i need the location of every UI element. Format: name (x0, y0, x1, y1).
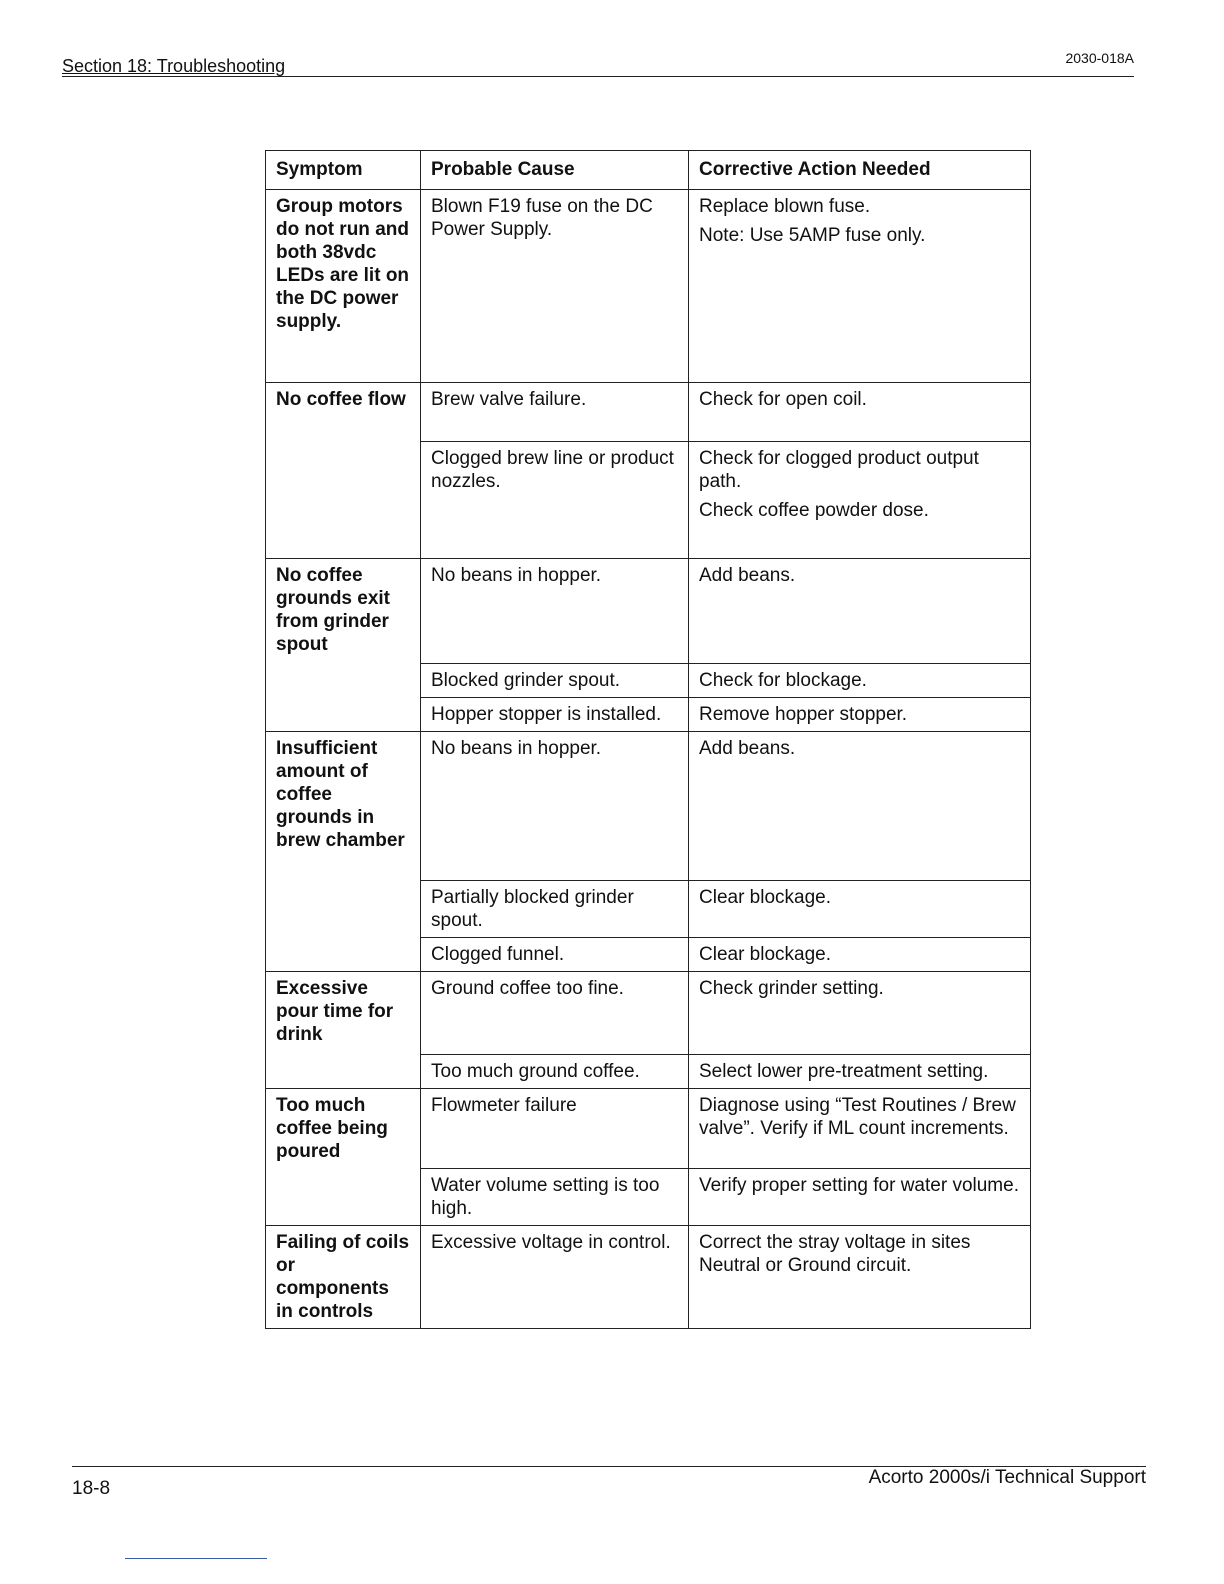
page-number: 18-8 (72, 1478, 111, 1499)
symptom-cell: Too much coffee being poured (266, 1089, 421, 1226)
symptom-cell: Excessive pour time for drink (266, 972, 421, 1089)
header-probable-cause: Probable Cause (421, 151, 689, 190)
table-row (266, 972, 1031, 1055)
action-cell: Clear blockage. (689, 938, 1031, 972)
table-row (266, 190, 1031, 383)
action-cell (689, 442, 1031, 559)
cause-cell: Partially blocked grinder spout. (421, 881, 689, 938)
action-cell: Verify proper setting for water volume. (689, 1169, 1031, 1226)
table-row (266, 1226, 1031, 1329)
section-title: Section 18: Troubleshooting (62, 56, 286, 76)
action-cell: Add beans. (689, 559, 1031, 664)
symptom-cell: Insufficient amount of coffee grounds in brew chamber (266, 732, 421, 972)
header-corrective-action: Corrective Action Needed (689, 151, 1031, 190)
cause-cell: Clogged funnel. (421, 938, 689, 972)
cause-cell: Too much ground coffee. (421, 1055, 689, 1089)
action-cell: Diagnose using “Test Routines / Brew valve”. Verify if ML count increments. (689, 1089, 1031, 1169)
action-cell: Remove hopper stopper. (689, 698, 1031, 732)
cause-cell: Clogged brew line or product nozzles. (421, 442, 689, 559)
cause-cell: Flowmeter failure (421, 1089, 689, 1169)
cause-cell: Water volume setting is too high. (421, 1169, 689, 1226)
document-code: 2030-018A (1065, 50, 1134, 66)
cause-cell: Ground coffee too fine. (421, 972, 689, 1055)
action-cell: Add beans. (689, 732, 1031, 881)
cause-cell: Blown F19 fuse on the DC Power Supply. (421, 190, 689, 383)
symptom-cell: Group motors do not run and both 38vdc LEDs are lit on the DC power supply. (266, 190, 421, 383)
action-cell: Clear blockage. (689, 881, 1031, 938)
action-cell: Check for open coil. (689, 383, 1031, 442)
cause-cell: Brew valve failure. (421, 383, 689, 442)
table-row (266, 1089, 1031, 1169)
cause-cell: No beans in hopper. (421, 732, 689, 881)
cause-cell: No beans in hopper. (421, 559, 689, 664)
action-cell: Check for blockage. (689, 664, 1031, 698)
footer-mark (125, 1558, 267, 1559)
action-text: Replace blown fuse. (699, 196, 871, 217)
header-symptom: Symptom (266, 151, 421, 190)
action-cell: Check grinder setting. (689, 972, 1031, 1055)
symptom-cell: No coffee flow (266, 383, 421, 559)
symptom-cell: Failing of coils or components in controls (266, 1226, 421, 1329)
action-text: Check for clogged product output path. (699, 448, 979, 492)
symptom-cell: No coffee grounds exit from grinder spout (266, 559, 421, 732)
action-cell: Correct the stray voltage in sites Neutral or Ground circuit. (689, 1226, 1031, 1329)
action-cell: Select lower pre-treatment setting. (689, 1055, 1031, 1089)
action-note: Check coffee powder dose. (699, 500, 929, 521)
table-row (266, 383, 1031, 442)
action-note: Note: Use 5AMP fuse only. (699, 225, 926, 246)
table-row (266, 732, 1031, 881)
table-row (266, 559, 1031, 664)
cause-cell: Excessive voltage in control. (421, 1226, 689, 1329)
cause-cell: Blocked grinder spout. (421, 664, 689, 698)
cause-cell: Hopper stopper is installed. (421, 698, 689, 732)
table-header-row (266, 151, 1031, 190)
action-cell (689, 190, 1031, 383)
header-rule (62, 76, 1134, 77)
troubleshooting-table (265, 150, 1031, 1329)
document-title: Acorto 2000s/i Technical Support (868, 1467, 1146, 1488)
